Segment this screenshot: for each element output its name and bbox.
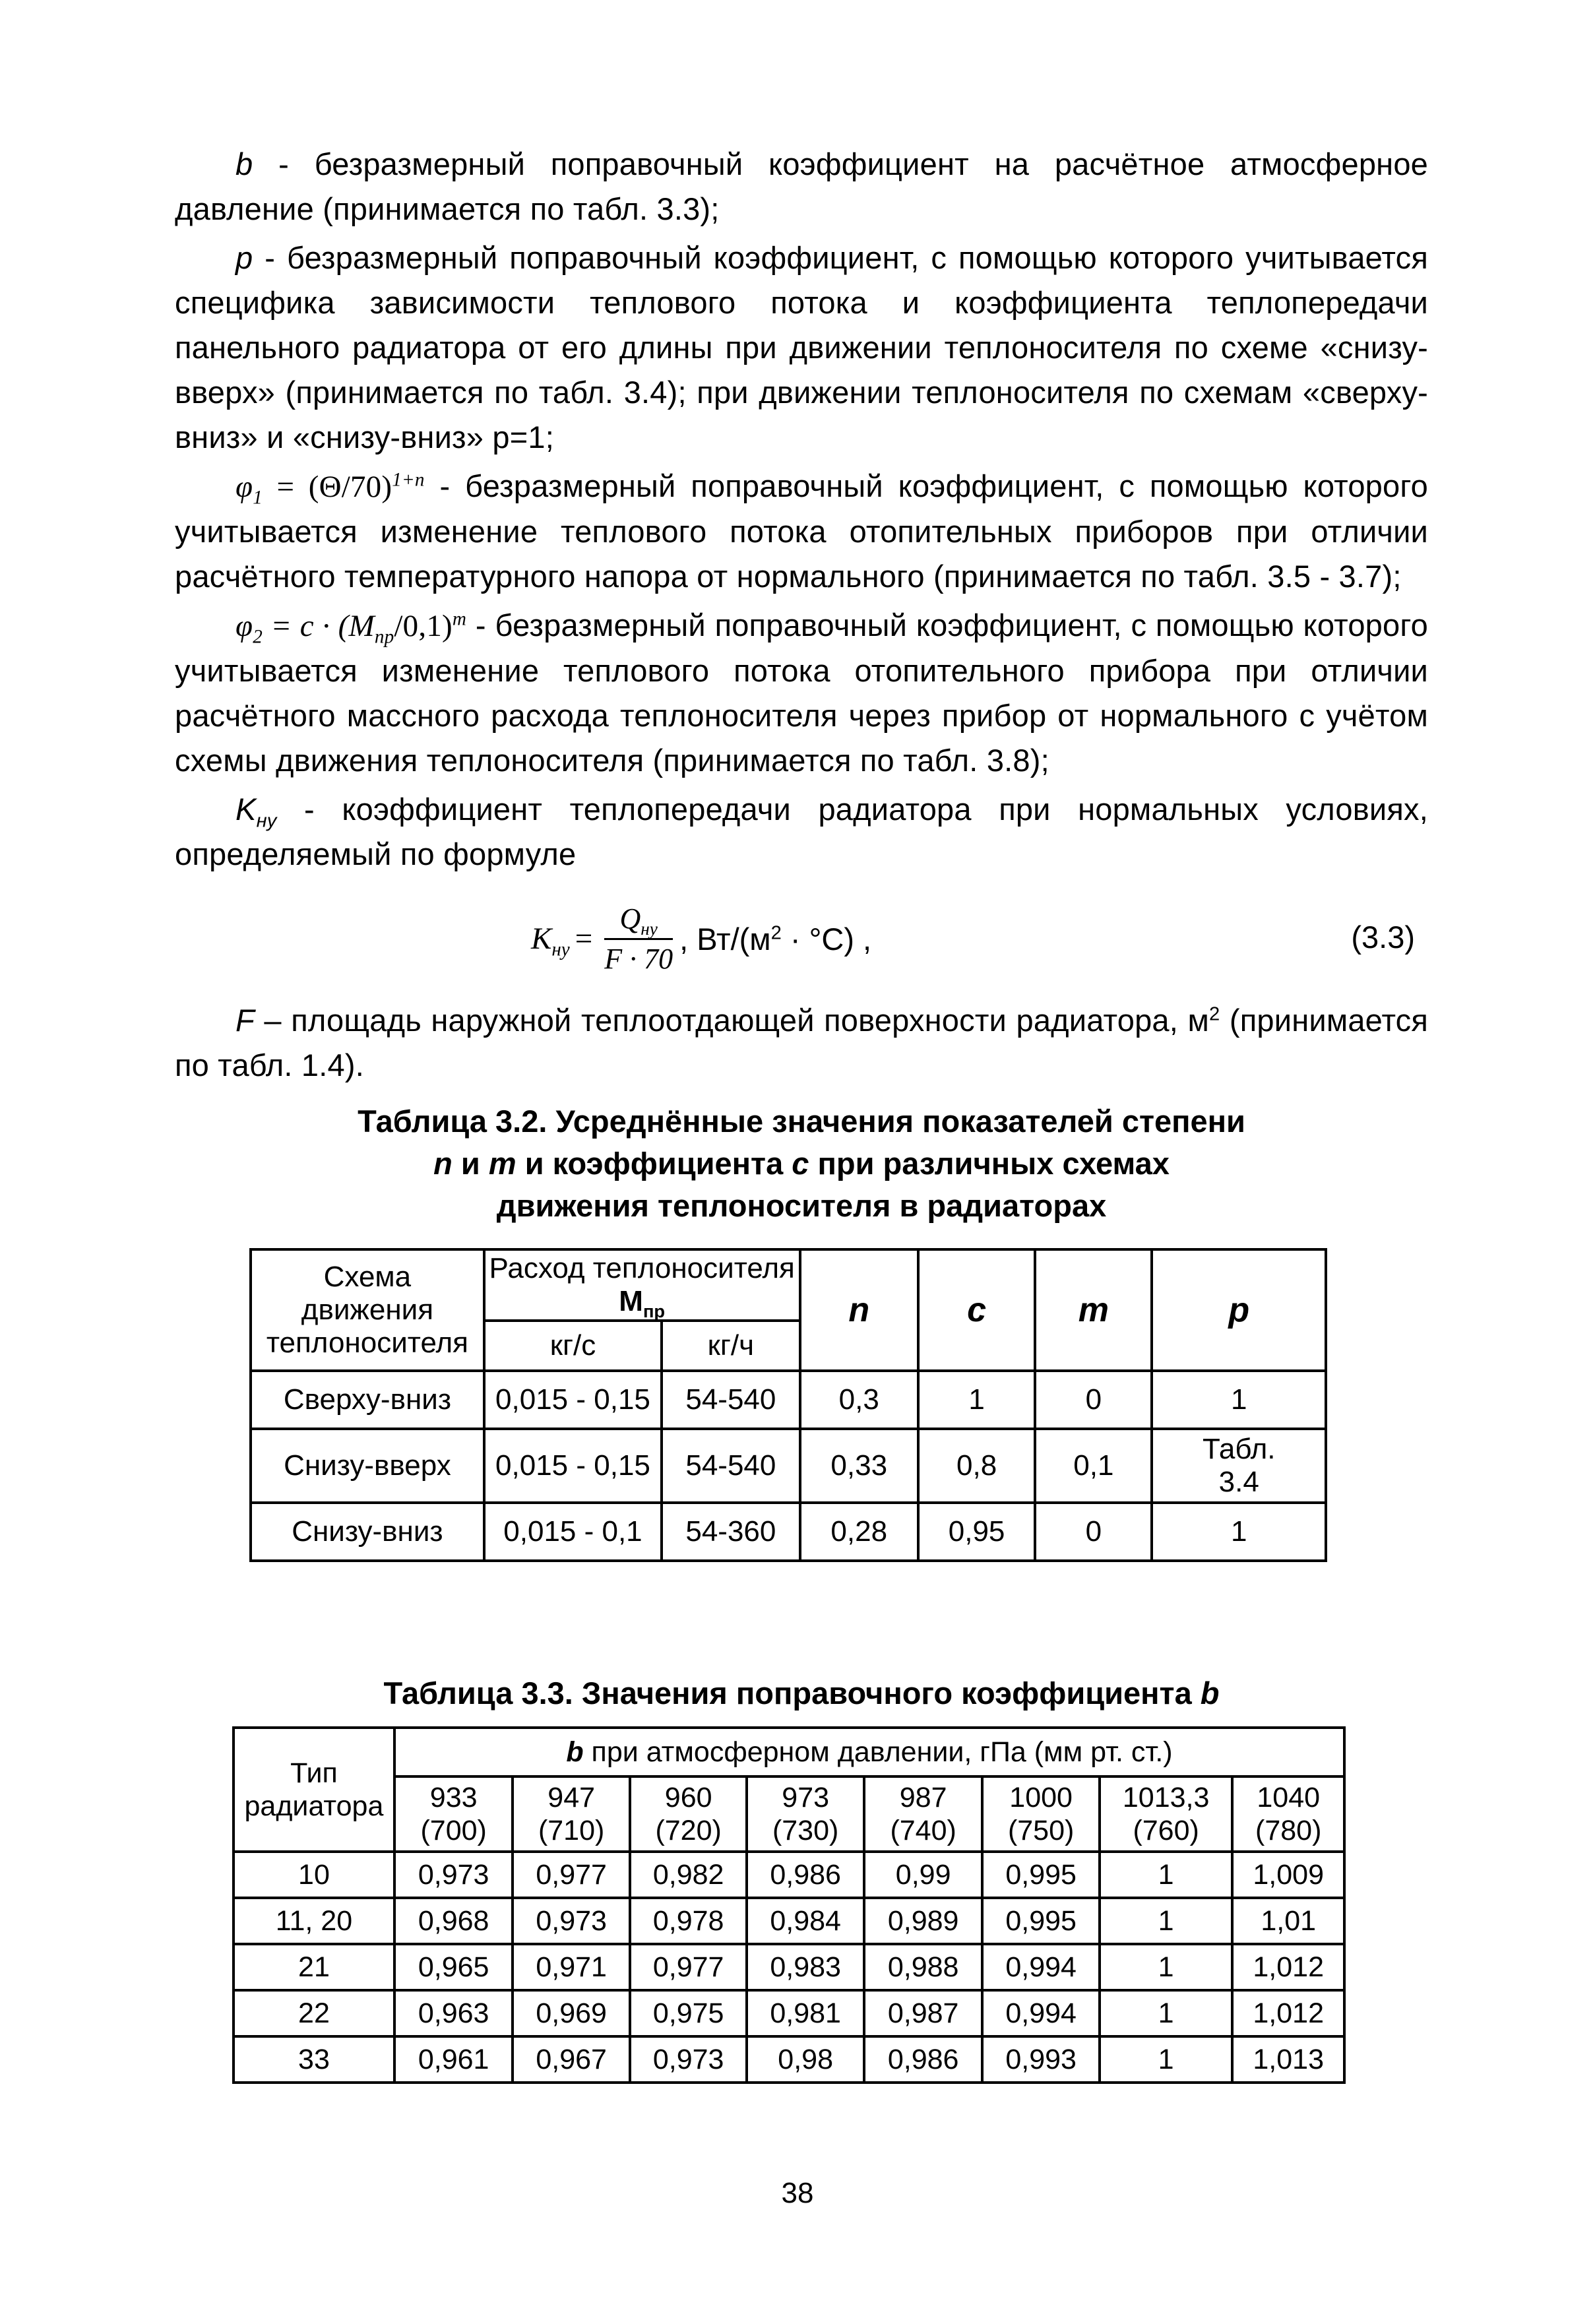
- b-value-cell: 0,973: [513, 1898, 630, 1944]
- paragraph-k-definition: [175, 787, 1428, 877]
- page-number: 38: [781, 2177, 814, 2209]
- paragraph-phi1-definition: [175, 464, 1428, 599]
- b-value-cell: 0,986: [747, 1852, 864, 1898]
- radiator-type-cell: 21: [234, 1944, 394, 1990]
- b-value-cell: 1,009: [1232, 1852, 1344, 1898]
- equation-number: (3.3): [1351, 920, 1415, 955]
- b-value-cell: 0,984: [747, 1898, 864, 1944]
- b-definition-text: - безразмерный поправочный коэффициент на расчётное атмосферное давление (принимается по табл. 3.3);: [175, 146, 1428, 226]
- b-value-cell: 0,963: [394, 1990, 513, 2036]
- b-value-cell: 0,995: [982, 1898, 1100, 1944]
- table-row: Сверху-вниз 0,015 - 0,15 54-540 0,3 1 0 1: [251, 1371, 1326, 1429]
- symbol-k: $K_{ну}$: [235, 792, 277, 832]
- b-value-cell: 0,98: [747, 2036, 864, 2083]
- b-value-cell: 1,01: [1232, 1898, 1344, 1944]
- table-3-3: [232, 1726, 1346, 2084]
- symbol-f: F: [235, 1003, 255, 1038]
- b-value-cell: 1: [1100, 1898, 1233, 1944]
- formula-expression: [531, 886, 871, 991]
- b-value-cell: 0,967: [513, 2036, 630, 2083]
- table-3-2: [249, 1248, 1327, 1562]
- b-value-cell: 0,969: [513, 1990, 630, 2036]
- formula-phi1: $\varphi_1 = (\Theta/70)^{1+n}$: [235, 469, 425, 509]
- header-flow: Расход теплоносителя $M_{пр}$: [484, 1249, 800, 1321]
- header-pressure: 973 (730): [747, 1776, 864, 1852]
- b-value-cell: 0,993: [982, 2036, 1100, 2083]
- b-value-cell: 0,973: [394, 1852, 513, 1898]
- b-value-cell: 1: [1100, 1852, 1233, 1898]
- b-value-cell: 0,973: [630, 2036, 747, 2083]
- header-pressure: 1000 (750): [982, 1776, 1100, 1852]
- radiator-type-cell: 10: [234, 1852, 394, 1898]
- b-value-cell: 1: [1100, 2036, 1233, 2083]
- table-3-2-caption: Таблица 3.2. Усреднённые значения показателей степени n и m и коэффициента c при различных схемах движения теплоносителя в радиаторах: [358, 1104, 1245, 1223]
- header-p: p: [1152, 1249, 1326, 1371]
- header-pressure-group: b при атмосферном давлении, гПа (мм рт. ст.): [394, 1728, 1344, 1776]
- b-value-cell: 0,987: [864, 1990, 982, 2036]
- header-n: n: [800, 1249, 918, 1371]
- header-scheme: Схема движения теплоносителя: [251, 1249, 484, 1371]
- table-subheader-row: [234, 1776, 1344, 1852]
- table-row: [234, 1944, 1344, 1990]
- header-pressure: 987 (740): [864, 1776, 982, 1852]
- b-value-cell: 0,982: [630, 1852, 747, 1898]
- b-value-cell: 0,995: [982, 1852, 1100, 1898]
- b-value-cell: 0,986: [864, 2036, 982, 2083]
- b-value-cell: 0,989: [864, 1898, 982, 1944]
- b-value-cell: 0,988: [864, 1944, 982, 1990]
- header-pressure: 1040 (780): [1232, 1776, 1344, 1852]
- phi2-definition-text: - безразмерный поправочный коэффициент, с помощью которого учитывается изменение теплового потока отопительного прибора при отличии расчётного массного расхода теплоносителя через прибор от нормального с учётом схемы движения теплоносителя (принимается по табл. 3.8);: [175, 608, 1428, 778]
- paragraph-f-definition: F – площадь наружной теплоотдающей поверхности радиатора, $м^2$ (принимается по табл. 1.4).: [175, 1003, 1429, 1083]
- header-pressure: 960 (720): [630, 1776, 747, 1852]
- page-body: [175, 142, 1428, 1092]
- formula-fraction: [604, 900, 673, 978]
- paragraph-p-definition: [175, 236, 1428, 460]
- paragraph-phi2-definition: [175, 603, 1428, 783]
- k-definition-text: - коэффициент теплопередачи радиатора при нормальных условиях, определяемый по формуле: [175, 792, 1428, 871]
- header-pressure: 1013,3 (760): [1100, 1776, 1233, 1852]
- header-m: m: [1035, 1249, 1152, 1371]
- b-value-cell: 0,971: [513, 1944, 630, 1990]
- table-row: [234, 1852, 1344, 1898]
- table-row: Снизу-вверх 0,015 - 0,15 54-540 0,33 0,8 0,1 Табл. 3.4: [251, 1429, 1326, 1503]
- b-value-cell: 0,978: [630, 1898, 747, 1944]
- b-value-cell: 1,012: [1232, 1944, 1344, 1990]
- b-value-cell: 0,99: [864, 1852, 982, 1898]
- table-row: [234, 1898, 1344, 1944]
- b-value-cell: 0,977: [513, 1852, 630, 1898]
- header-radiator-type: Тип радиатора: [234, 1728, 394, 1852]
- formula-equals: =: [575, 922, 593, 956]
- b-value-cell: 1: [1100, 1990, 1233, 2036]
- phi1-definition-text: - безразмерный поправочный коэффициент, с помощью которого учитывается изменение теплового потока отопительных приборов при отличии расчётного температурного напора от нормального (принимается по табл. 3.5 - 3.7);: [175, 468, 1429, 594]
- b-value-cell: 0,994: [982, 1944, 1100, 1990]
- b-value-cell: 1,013: [1232, 2036, 1344, 2083]
- radiator-type-cell: 22: [234, 1990, 394, 2036]
- table-header-row: [234, 1728, 1344, 1776]
- table-row: [234, 1990, 1344, 2036]
- table-3-3-caption: Таблица 3.3. Значения поправочного коэффициента b: [383, 1676, 1220, 1711]
- symbol-b: b: [235, 146, 253, 181]
- radiator-type-cell: 33: [234, 2036, 394, 2083]
- radiator-type-cell: 11, 20: [234, 1898, 394, 1944]
- header-pressure: 933 (700): [394, 1776, 513, 1852]
- formula-3-3: [175, 886, 1428, 998]
- formula-numerator: $Q_{ну}$: [619, 902, 658, 939]
- formula-units: , $Вт/(м^2 \cdot ^\circ C)$ ,: [679, 921, 872, 957]
- b-value-cell: 0,977: [630, 1944, 747, 1990]
- b-value-cell: 0,965: [394, 1944, 513, 1990]
- formula-lhs: $K_{ну}$: [531, 922, 570, 960]
- header-c: c: [918, 1249, 1035, 1371]
- table-header-row: [251, 1249, 1326, 1321]
- header-pressure: 947 (710): [513, 1776, 630, 1852]
- table-body: [234, 1852, 1344, 2083]
- b-value-cell: 0,961: [394, 2036, 513, 2083]
- p-definition-text: - безразмерный поправочный коэффициент, с помощью которого учитывается специфика зависимости теплового потока и коэффициента теплопередачи панельного радиатора от его длины при движении теплоносителя по схеме «снизу-вверх» (принимается по табл. 3.4); при движении теплоносителя по схемам «сверху-вниз» и «снизу-вниз» p=1;: [175, 240, 1428, 455]
- b-value-cell: 0,994: [982, 1990, 1100, 2036]
- b-value-cell: 0,983: [747, 1944, 864, 1990]
- b-value-cell: 0,981: [747, 1990, 864, 2036]
- formula-phi2: $\varphi_2 = c \cdot (M_{пр}/0,1)^m$: [235, 608, 467, 648]
- b-value-cell: 0,975: [630, 1990, 747, 2036]
- header-kg-per-h: кг/ч: [662, 1321, 799, 1371]
- table-row: [234, 2036, 1344, 2083]
- symbol-p: p: [235, 240, 253, 275]
- b-value-cell: 1,012: [1232, 1990, 1344, 2036]
- formula-denominator: F · 70: [604, 942, 673, 975]
- b-value-cell: 1: [1100, 1944, 1233, 1990]
- b-value-cell: 0,968: [394, 1898, 513, 1944]
- header-kg-per-s: кг/с: [484, 1321, 662, 1371]
- table-row: Снизу-вниз 0,015 - 0,1 54-360 0,28 0,95 0 1: [251, 1503, 1326, 1561]
- paragraph-b-definition: [175, 142, 1428, 232]
